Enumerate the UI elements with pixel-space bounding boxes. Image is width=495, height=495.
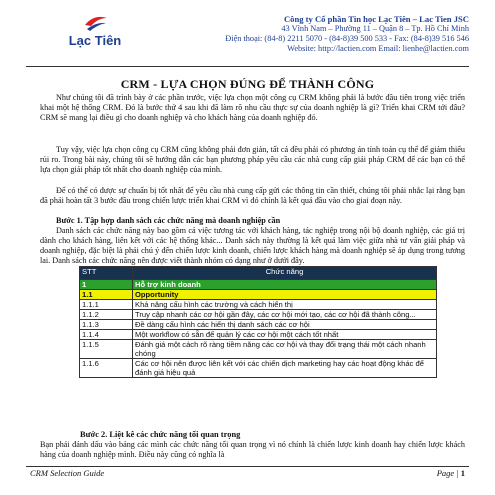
table-cell-stt: 1.1.2 [80, 310, 133, 320]
table-cell-function: Truy cập nhanh các cơ hội gần đây, các cơ hội mới tạo, các cơ hội đã thành công... [133, 310, 437, 320]
table-row [80, 330, 437, 340]
intro-paragraph-2 [40, 145, 465, 175]
table-row [80, 359, 437, 378]
table-cell-function: Đề dàng cấu hình các hiển thị danh sách các cơ hội [133, 320, 437, 330]
company-web: Website: http://lactien.com Email: lienhe@lactien.com [287, 44, 469, 53]
table-row [80, 290, 437, 300]
table-cell-stt: 1.1.3 [80, 320, 133, 330]
paragraph-text: Bạn phải đánh dấu vào bảng các mình các chức năng tối quan trọng vì nó chính là chiến lược kinh doanh hay chiến lược khách hàng của doanh nghiệp mình. Điều này cũng có nghĩa là [40, 440, 465, 459]
table-cell-function: Khả năng cấu hình các trường và cách hiển thị [133, 300, 437, 310]
footer-doc-title: CRM Selection Guide [30, 468, 105, 478]
table-header-function: Chức năng [133, 267, 437, 280]
paragraph-text: Để có thể có được sự chuẩn bị tốt nhất để yêu cầu nhà cung cấp gửi các thông tin cần thiết, chúng tôi phải nhắc lại rằng bạn đã phải hoàn tất 3 bước đầu trong chiến lược triển khai CRM vì đó chính là kết quả đầu vào cho giai đoạn này. [40, 186, 465, 205]
footer-page-number [437, 468, 465, 478]
header-divider [26, 66, 469, 67]
company-address: 43 Vĩnh Nam – Phường 11 – Quận 8 – Tp. Hồ Chí Minh [281, 24, 469, 33]
table-cell-stt: 1 [80, 280, 133, 290]
paragraph-text: Tuy vậy, việc lựa chọn công cụ CRM cũng không phải đơn giản, tất cả đều phải có phương án tính toán cụ thể để giảm thiểu rủi ro. Trong bài này, chúng tôi sẽ hướng dẫn các bạn phương pháp yêu cầu các nhà cung cấp giải pháp CRM để các bạn có thể lựa chọn giải pháp tốt nhất cho doanh nghiệp của mình. [40, 145, 465, 174]
table-cell-function: Một workflow có sẵn để quản lý các cơ hội một cách tốt nhất [133, 330, 437, 340]
table-cell-function: Opportunity [133, 290, 437, 300]
table-row [80, 340, 437, 359]
table-row [80, 310, 437, 320]
step2-text [40, 440, 465, 460]
logo-text: Lạc Tiên [68, 33, 122, 48]
table-cell-stt: 1.1.1 [80, 300, 133, 310]
table-cell-stt: 1.1 [80, 290, 133, 300]
table-cell-function: Hỗ trợ kinh doanh [133, 280, 437, 290]
company-phone: Điện thoại: (84-8) 2211 5070 - (84-8)39 500 533 - Fax: (84-8)39 516 546 [225, 34, 469, 43]
company-info [169, 14, 469, 54]
company-logo [55, 12, 135, 56]
company-name: Công ty Cổ phần Tin học Lạc Tiên – Lac Tien JSC [283, 14, 469, 24]
table-header-row [80, 267, 437, 280]
logo-mark-icon [82, 12, 110, 32]
table-cell-stt: 1.1.5 [80, 340, 133, 359]
table-cell-stt: 1.1.6 [80, 359, 133, 378]
table-cell-function: Đánh giá một cách rõ ràng tiềm năng các cơ hội và thay đổi trạng thái một cách nhanh chóng [133, 340, 437, 359]
page-label: Page | [436, 468, 459, 478]
step2-heading: Bước 2. Liệt kê các chức năng tối quan trọng [80, 430, 241, 439]
step1-heading: Bước 1. Tập hợp danh sách các chức năng mà doanh nghiệp cần [56, 216, 281, 225]
footer-divider [26, 466, 469, 467]
table-row [80, 300, 437, 310]
step1-section [40, 216, 465, 266]
table-row [80, 320, 437, 330]
intro-paragraph-1 [40, 93, 465, 123]
table-cell-stt: 1.1.4 [80, 330, 133, 340]
intro-paragraph-3 [40, 186, 465, 206]
page-num: 1 [460, 468, 465, 478]
table-header-stt: STT [80, 267, 133, 280]
table-cell-function: Các cơ hội nên được liên kết với các chiến dịch marketing hay các hoạt động khác để đánh giá hiệu quả [133, 359, 437, 378]
page-title: CRM - LỰA CHỌN ĐÚNG ĐỂ THÀNH CÔNG [120, 77, 375, 91]
step1-text: Danh sách các chức năng này bao gồm cả việc tương tác với khách hàng, tác nghiệp trong nội bộ doanh nghiệp, các giá trị dành cho khách hàng, liên kết với các hệ thống khác... Danh sách này thường là kết quả làm việc giữa nhà tư vấn giải pháp và doanh nghiệp, đặc biệt là phải chú ý đến chiến lược kinh doanh, chiến lược khách hàng mà doanh nghiệp sẽ áp dụng trong tương lai. Danh sách các chức năng nên được viết thành nhóm có dạng như ở dưới đây. [40, 226, 465, 265]
table-row [80, 280, 437, 290]
function-table [79, 266, 437, 378]
paragraph-text: Như chúng tôi đã trình bày ở các phần trước, việc lựa chọn một công cụ CRM không phải là bước đầu tiên trong việc triển khai một hệ thống CRM. Đó là bước thứ 4 sau khi đã làm rõ nhu cầu thực sự của doanh nghiệp là gì? Triển khai CRM tới đâu? CRM sẽ mang lại điều gì cho doanh nghiệp và cho khách hàng của doanh nghiệp đó. [40, 93, 465, 122]
